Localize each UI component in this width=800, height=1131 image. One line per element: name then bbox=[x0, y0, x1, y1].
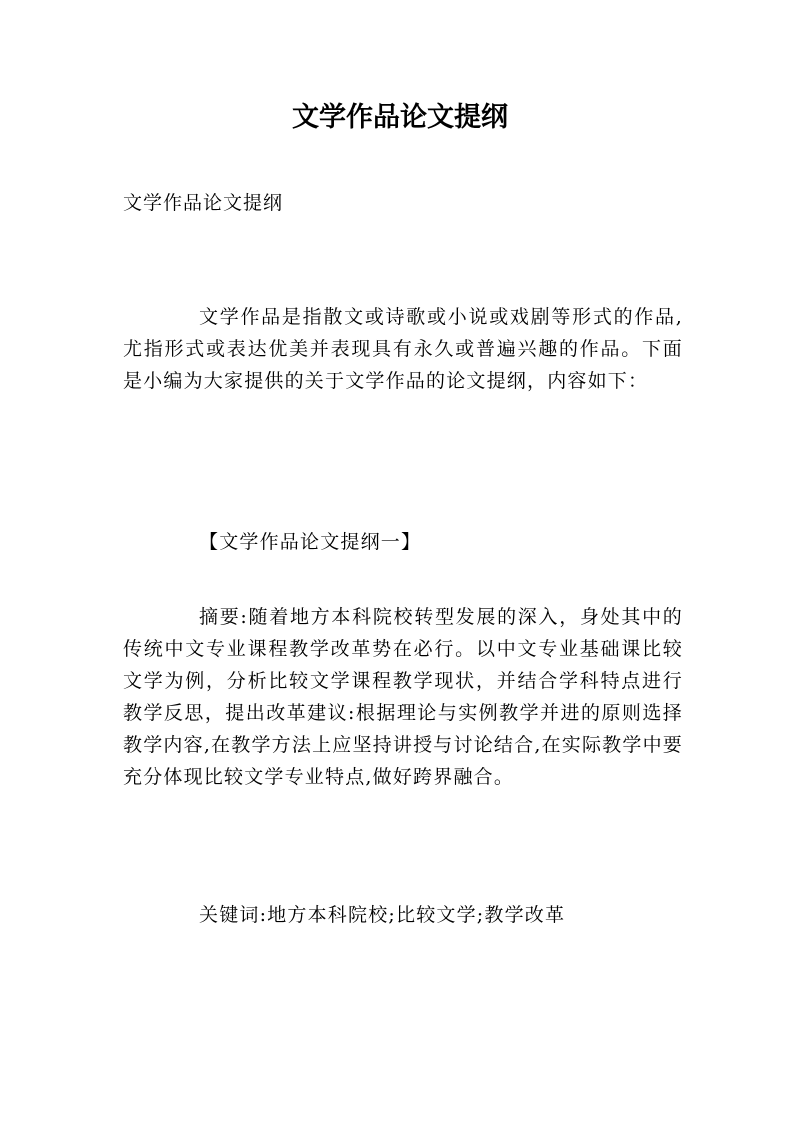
document-subtitle: 文学作品论文提纲 bbox=[123, 192, 284, 214]
abstract-paragraph: 摘要:随着地方本科院校转型发展的深入，身处其中的传统中文专业课程教学改革势在必行。以中文专业基础课比较文学为例，分析比较文学课程教学现状，并结合学科特点进行教学反思，提出改革建议:根据理论与实例教学并进的原则选择教学内容,在教学方法上应坚持讲授与讨论结合,在实际教学中要充分体现比较文学专业特点,做好跨界融合。 bbox=[123, 606, 683, 788]
document-title: 文学作品论文提纲 bbox=[292, 102, 508, 133]
keywords-line: 关键词:地方本科院校;比较文学;教学改革 bbox=[199, 904, 566, 926]
section-heading: 【文学作品论文提纲一】 bbox=[199, 531, 422, 553]
intro-paragraph: 文学作品是指散文或诗歌或小说或戏剧等形式的作品,尤指形式或表达优美并表现具有永久或普遍兴趣的作品。下面是小编为大家提供的关于文学作品的论文提纲，内容如下： bbox=[123, 306, 683, 392]
